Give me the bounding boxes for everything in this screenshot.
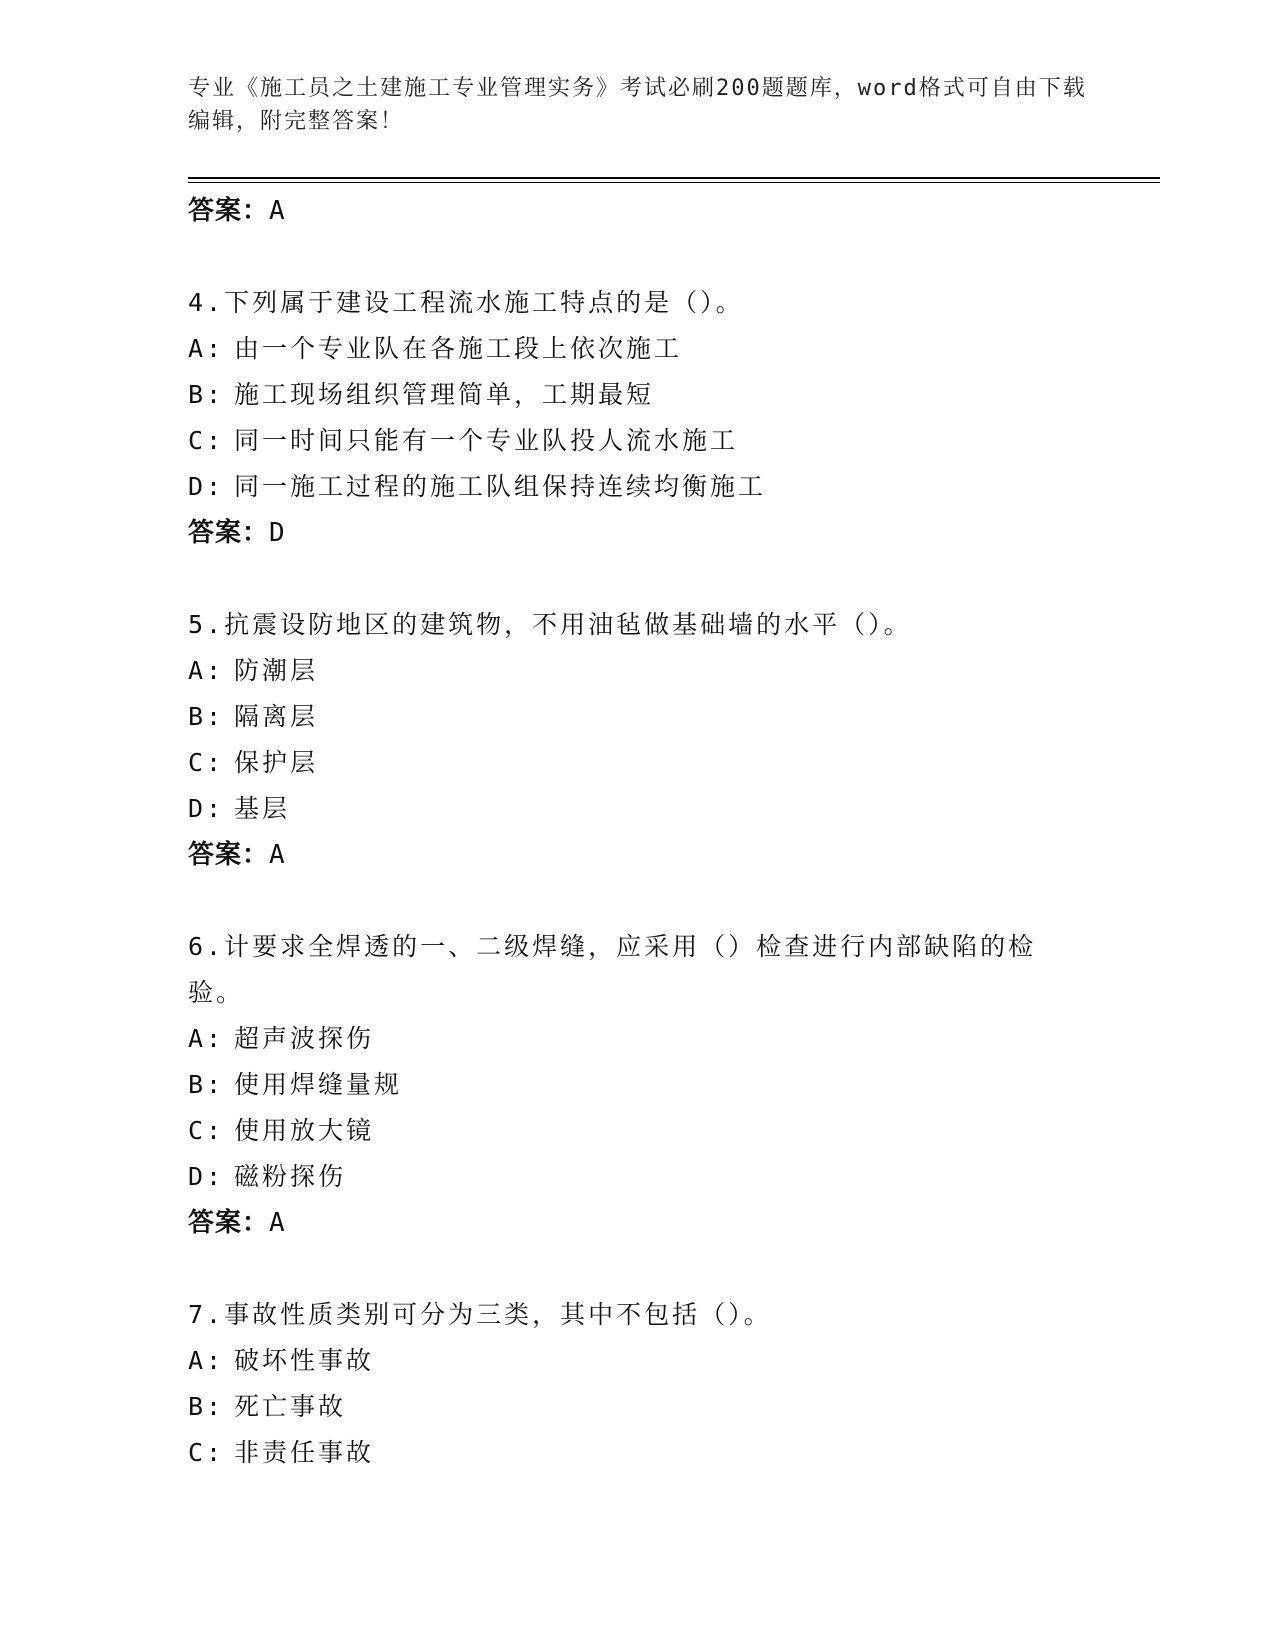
- option-text: 磁粉探伤: [234, 1162, 347, 1191]
- option-text: 同一施工过程的施工队组保持连续均衡施工: [234, 472, 767, 501]
- header-divider-thin: [188, 182, 1160, 183]
- answer-line: [188, 1200, 1088, 1246]
- document-body: [188, 188, 1088, 1476]
- answer-value: A: [269, 840, 286, 870]
- option-letter: C:: [188, 1438, 225, 1467]
- option-text: 破坏性事故: [234, 1346, 375, 1375]
- option-a: [188, 1016, 1088, 1062]
- option-text: 基层: [234, 794, 291, 823]
- option-text: 死亡事故: [234, 1392, 347, 1421]
- option-a: [188, 326, 1088, 372]
- option-letter: B:: [188, 702, 225, 731]
- answer-value: A: [269, 196, 286, 226]
- spacer: [188, 556, 1088, 602]
- option-c: [188, 1430, 1088, 1476]
- option-letter: D:: [188, 1162, 225, 1191]
- answer-label: 答案：: [188, 840, 270, 870]
- question-block: [188, 924, 1088, 1246]
- option-letter: D:: [188, 472, 225, 501]
- question-text: 5.抗震设防地区的建筑物，不用油毡做基础墙的水平（）。: [188, 610, 912, 639]
- option-c: [188, 418, 1088, 464]
- option-text: 施工现场组织管理简单，工期最短: [234, 380, 655, 409]
- answer-label: 答案：: [188, 196, 270, 226]
- option-text: 保护层: [234, 748, 319, 777]
- option-letter: A:: [188, 1346, 225, 1375]
- spacer: [188, 1246, 1088, 1292]
- question-block: [188, 602, 1088, 878]
- option-letter: B:: [188, 1392, 225, 1421]
- option-c: [188, 1108, 1088, 1154]
- answer-line: [188, 510, 1088, 556]
- answer-label: 答案：: [188, 1208, 270, 1238]
- question-text: 4.下列属于建设工程流水施工特点的是（）。: [188, 288, 744, 317]
- option-letter: A:: [188, 656, 225, 685]
- spacer: [188, 878, 1088, 924]
- option-text: 使用放大镜: [234, 1116, 375, 1145]
- option-text: 防潮层: [234, 656, 319, 685]
- option-letter: B:: [188, 380, 225, 409]
- option-text: 使用焊缝量规: [234, 1070, 403, 1099]
- option-text: 由一个专业队在各施工段上依次施工: [234, 334, 683, 363]
- question-block: [188, 280, 1088, 556]
- option-c: [188, 740, 1088, 786]
- question-text: 7.事故性质类别可分为三类，其中不包括（）。: [188, 1300, 772, 1329]
- option-b: [188, 372, 1088, 418]
- option-a: [188, 648, 1088, 694]
- option-letter: A:: [188, 334, 225, 363]
- option-letter: A:: [188, 1024, 225, 1053]
- option-b: [188, 694, 1088, 740]
- option-letter: B:: [188, 1070, 225, 1099]
- option-a: [188, 1338, 1088, 1384]
- answer-value: A: [269, 1208, 286, 1238]
- option-letter: C:: [188, 748, 225, 777]
- option-text: 非责任事故: [234, 1438, 375, 1467]
- answer-value: D: [269, 518, 286, 548]
- question-block: [188, 1292, 1088, 1476]
- option-letter: C:: [188, 426, 225, 455]
- answer-line: [188, 188, 1088, 234]
- option-text: 同一时间只能有一个专业队投人流水施工: [234, 426, 739, 455]
- option-b: [188, 1384, 1088, 1430]
- header-divider-thick: [188, 177, 1160, 179]
- option-text: 超声波探伤: [234, 1024, 375, 1053]
- question-text: 6.计要求全焊透的一、二级焊缝，应采用（）检查进行内部缺陷的检验。: [188, 932, 1037, 1007]
- option-text: 隔离层: [234, 702, 319, 731]
- option-d: [188, 786, 1088, 832]
- document-header: [188, 72, 1088, 138]
- option-letter: C:: [188, 1116, 225, 1145]
- header-text: 专业《施工员之土建施工专业管理实务》考试必刷200题题库，word格式可自由下载编辑，附完整答案！: [188, 76, 1087, 134]
- option-d: [188, 464, 1088, 510]
- option-d: [188, 1154, 1088, 1200]
- spacer: [188, 234, 1088, 280]
- option-letter: D:: [188, 794, 225, 823]
- answer-line: [188, 832, 1088, 878]
- answer-label: 答案：: [188, 518, 270, 548]
- option-b: [188, 1062, 1088, 1108]
